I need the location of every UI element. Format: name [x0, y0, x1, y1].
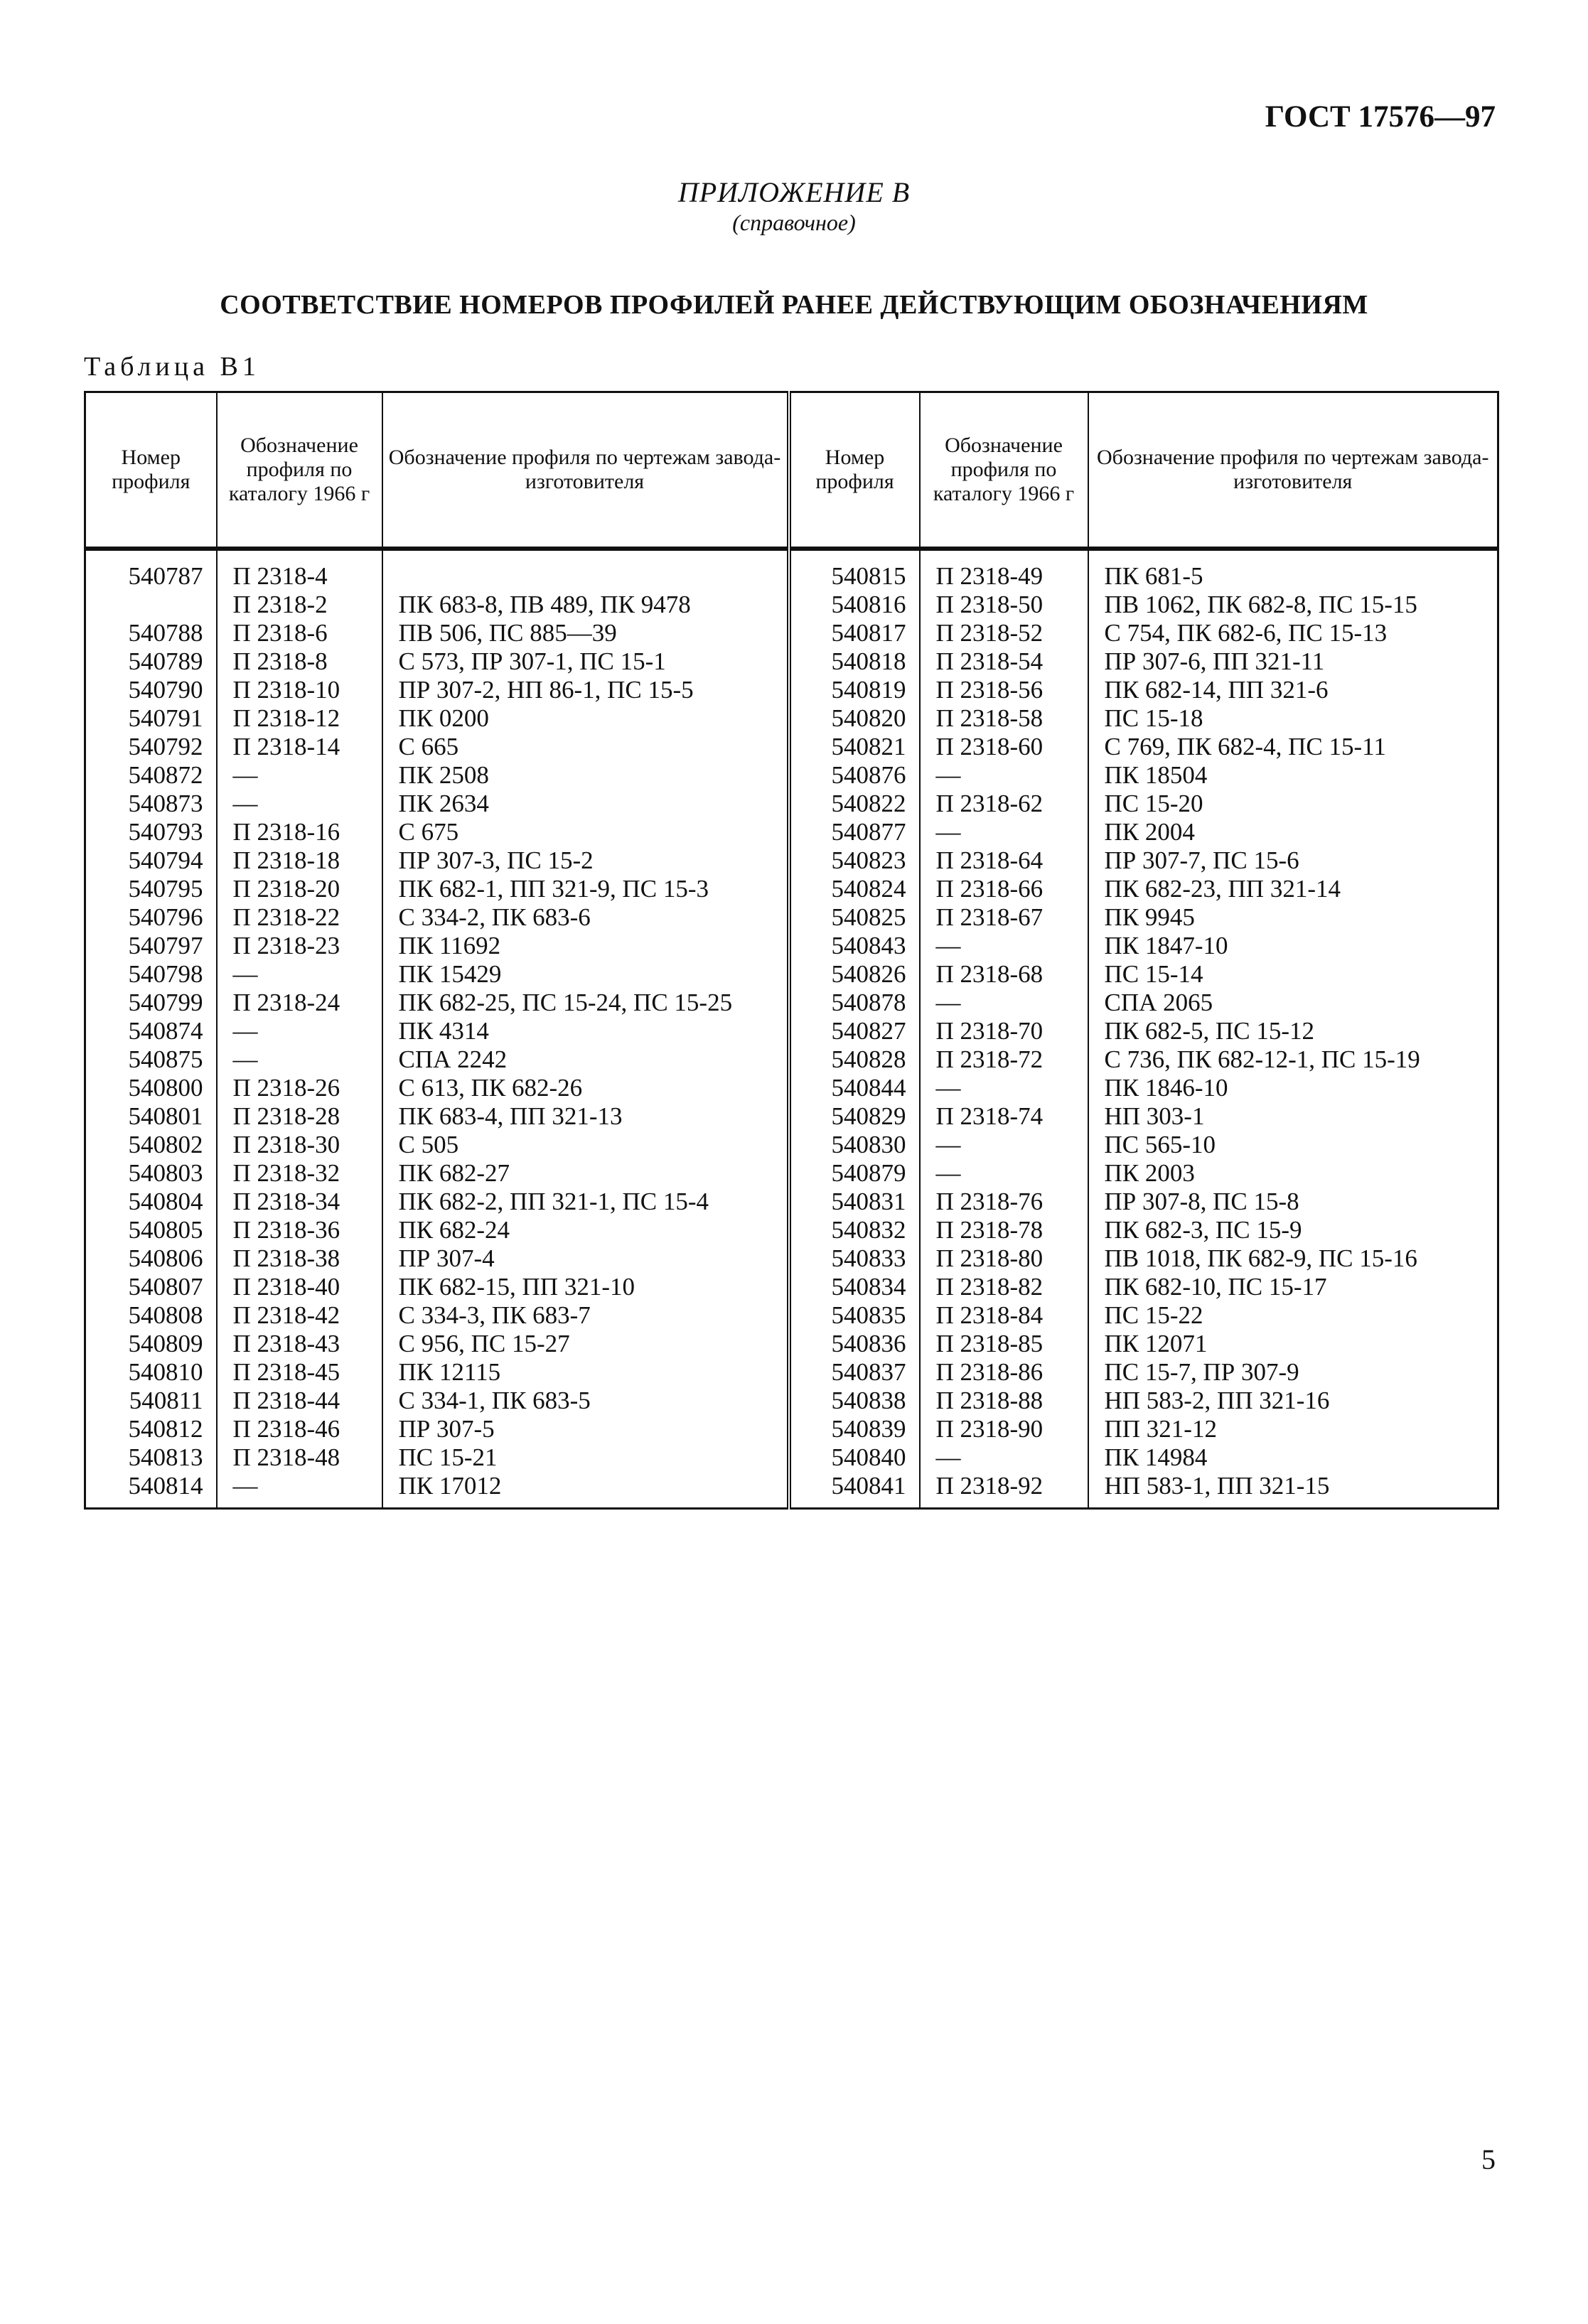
table-row — [85, 1188, 1498, 1216]
drawing-designation-cell: НП 583-1, ПП 321-15 — [1088, 1472, 1498, 1509]
profile-number-cell: 540793 — [85, 818, 217, 846]
catalog-designation-cell: П 2318-34 — [217, 1188, 382, 1216]
drawing-designation-cell: С 754, ПК 682-6, ПС 15-13 — [1088, 619, 1498, 647]
profile-number-cell: 540839 — [789, 1415, 920, 1443]
table-row — [85, 591, 1498, 619]
profile-number-cell: 540824 — [789, 875, 920, 903]
column-header-number: Номер профиля — [85, 392, 217, 549]
profile-number-cell: 540835 — [789, 1301, 920, 1330]
catalog-designation-cell: П 2318-70 — [920, 1017, 1088, 1045]
table-header-row — [85, 392, 1498, 549]
drawing-designation-cell: ПК 18504 — [1088, 761, 1498, 790]
drawing-designation-cell: С 505 — [382, 1131, 789, 1159]
catalog-designation-cell: П 2318-14 — [217, 733, 382, 761]
profile-number-cell: 540796 — [85, 903, 217, 932]
drawing-designation-cell: ПК 683-4, ПП 321-13 — [382, 1102, 789, 1131]
catalog-designation-cell: П 2318-28 — [217, 1102, 382, 1131]
profile-number-cell: 540826 — [789, 960, 920, 989]
drawing-designation-cell: ПК 2508 — [382, 761, 789, 790]
table-row — [85, 1244, 1498, 1273]
drawing-designation-cell: ПК 17012 — [382, 1472, 789, 1509]
catalog-designation-cell: П 2318-4 — [217, 549, 382, 591]
catalog-designation-cell: П 2318-10 — [217, 676, 382, 704]
drawing-designation-cell: С 334-1, ПК 683-5 — [382, 1387, 789, 1415]
catalog-designation-cell: П 2318-44 — [217, 1387, 382, 1415]
catalog-designation-cell: — — [217, 1017, 382, 1045]
table-row — [85, 1301, 1498, 1330]
drawing-designation-cell: С 334-3, ПК 683-7 — [382, 1301, 789, 1330]
profile-number-cell: 540815 — [789, 549, 920, 591]
profile-number-cell: 540840 — [789, 1443, 920, 1472]
drawing-designation-cell: ПК 683-8, ПВ 489, ПК 9478 — [382, 591, 789, 619]
catalog-designation-cell: П 2318-68 — [920, 960, 1088, 989]
table-row — [85, 1074, 1498, 1102]
catalog-designation-cell: — — [920, 1131, 1088, 1159]
catalog-designation-cell: П 2318-48 — [217, 1443, 382, 1472]
drawing-designation-cell: ПК 682-1, ПП 321-9, ПС 15-3 — [382, 875, 789, 903]
profile-number-cell: 540832 — [789, 1216, 920, 1244]
profile-number-cell: 540814 — [85, 1472, 217, 1509]
drawing-designation-cell: ПК 11692 — [382, 932, 789, 960]
profile-number-cell: 540819 — [789, 676, 920, 704]
profile-number-cell: 540879 — [789, 1159, 920, 1188]
drawing-designation-cell: ПК 682-14, ПП 321-6 — [1088, 676, 1498, 704]
table-row — [85, 647, 1498, 676]
catalog-designation-cell: — — [920, 989, 1088, 1017]
drawing-designation-cell: ПК 681-5 — [1088, 549, 1498, 591]
profile-number-cell: 540790 — [85, 676, 217, 704]
catalog-designation-cell: П 2318-60 — [920, 733, 1088, 761]
drawing-designation-cell: ПК 4314 — [382, 1017, 789, 1045]
profile-number-cell: 540821 — [789, 733, 920, 761]
table-row — [85, 1159, 1498, 1188]
catalog-designation-cell: — — [920, 1443, 1088, 1472]
profile-number-cell: 540804 — [85, 1188, 217, 1216]
profile-number-cell: 540806 — [85, 1244, 217, 1273]
profile-number-cell — [85, 591, 217, 619]
profile-number-cell: 540831 — [789, 1188, 920, 1216]
catalog-designation-cell: П 2318-42 — [217, 1301, 382, 1330]
catalog-designation-cell: П 2318-86 — [920, 1358, 1088, 1387]
table-row — [85, 1358, 1498, 1387]
catalog-designation-cell: — — [217, 960, 382, 989]
profile-number-cell: 540792 — [85, 733, 217, 761]
profile-number-cell: 540837 — [789, 1358, 920, 1387]
drawing-designation-cell: ПС 15-14 — [1088, 960, 1498, 989]
catalog-designation-cell: П 2318-24 — [217, 989, 382, 1017]
catalog-designation-cell: П 2318-67 — [920, 903, 1088, 932]
drawing-designation-cell: ПК 682-27 — [382, 1159, 789, 1188]
table-row — [85, 1415, 1498, 1443]
drawing-designation-cell: ПС 15-18 — [1088, 704, 1498, 733]
table-row — [85, 761, 1498, 790]
drawing-designation-cell: СПА 2242 — [382, 1045, 789, 1074]
drawing-designation-cell: ПР 307-6, ПП 321-11 — [1088, 647, 1498, 676]
profile-number-cell: 540875 — [85, 1045, 217, 1074]
profile-number-cell: 540787 — [85, 549, 217, 591]
catalog-designation-cell: П 2318-23 — [217, 932, 382, 960]
profile-number-cell: 540838 — [789, 1387, 920, 1415]
profile-number-cell: 540795 — [85, 875, 217, 903]
drawing-designation-cell: ПК 682-15, ПП 321-10 — [382, 1273, 789, 1301]
catalog-designation-cell: П 2318-50 — [920, 591, 1088, 619]
drawing-designation-cell: ПР 307-4 — [382, 1244, 789, 1273]
appendix-title: ПРИЛОЖЕНИЕ В — [677, 176, 911, 208]
table-row — [85, 1330, 1498, 1358]
catalog-designation-cell: П 2318-45 — [217, 1358, 382, 1387]
profile-number-cell: 540810 — [85, 1358, 217, 1387]
profile-number-cell: 540791 — [85, 704, 217, 733]
catalog-designation-cell: П 2318-58 — [920, 704, 1088, 733]
table-caption: Таблица В1 — [84, 352, 260, 382]
drawing-designation-cell: С 573, ПР 307-1, ПС 15-1 — [382, 647, 789, 676]
catalog-designation-cell: П 2318-56 — [920, 676, 1088, 704]
catalog-designation-cell: П 2318-38 — [217, 1244, 382, 1273]
table-row — [85, 989, 1498, 1017]
profile-number-cell: 540874 — [85, 1017, 217, 1045]
table-row — [85, 704, 1498, 733]
catalog-designation-cell: П 2318-82 — [920, 1273, 1088, 1301]
drawing-designation-cell: ПК 12071 — [1088, 1330, 1498, 1358]
catalog-designation-cell: П 2318-32 — [217, 1159, 382, 1188]
drawing-designation-cell: ПР 307-7, ПС 15-6 — [1088, 846, 1498, 875]
profile-number-cell: 540812 — [85, 1415, 217, 1443]
drawing-designation-cell: ПР 307-5 — [382, 1415, 789, 1443]
table-row — [85, 1102, 1498, 1131]
catalog-designation-cell: П 2318-20 — [217, 875, 382, 903]
catalog-designation-cell: — — [217, 790, 382, 818]
drawing-designation-cell: ПК 9945 — [1088, 903, 1498, 932]
catalog-designation-cell: П 2318-49 — [920, 549, 1088, 591]
drawing-designation-cell: ПК 682-23, ПП 321-14 — [1088, 875, 1498, 903]
profile-number-cell: 540798 — [85, 960, 217, 989]
drawing-designation-cell: ПП 321-12 — [1088, 1415, 1498, 1443]
catalog-designation-cell: П 2318-92 — [920, 1472, 1088, 1509]
catalog-designation-cell: П 2318-78 — [920, 1216, 1088, 1244]
drawing-designation-cell: С 956, ПС 15-27 — [382, 1330, 789, 1358]
drawing-designation-cell: ПК 682-3, ПС 15-9 — [1088, 1216, 1498, 1244]
drawing-designation-cell — [382, 549, 789, 591]
column-header-catalog: Обозначение профиля по каталогу 1966 г — [217, 392, 382, 549]
drawing-designation-cell: ПК 12115 — [382, 1358, 789, 1387]
table-row — [85, 960, 1498, 989]
profile-number-cell: 540828 — [789, 1045, 920, 1074]
catalog-designation-cell: П 2318-88 — [920, 1387, 1088, 1415]
table-row — [85, 846, 1498, 875]
table-row — [85, 1273, 1498, 1301]
catalog-designation-cell: — — [920, 1074, 1088, 1102]
table-row — [85, 1017, 1498, 1045]
catalog-designation-cell: П 2318-16 — [217, 818, 382, 846]
catalog-designation-cell: П 2318-12 — [217, 704, 382, 733]
drawing-designation-cell: ПС 15-7, ПР 307-9 — [1088, 1358, 1498, 1387]
drawing-designation-cell: ПК 682-10, ПС 15-17 — [1088, 1273, 1498, 1301]
profile-number-cell: 540872 — [85, 761, 217, 790]
drawing-designation-cell: ПК 2004 — [1088, 818, 1498, 846]
column-header-drawing: Обозначение профиля по чертежам завода-изготовителя — [382, 392, 789, 549]
drawing-designation-cell: ПВ 1018, ПК 682-9, ПС 15-16 — [1088, 1244, 1498, 1273]
page-number: 5 — [1481, 2143, 1496, 2175]
profile-number-cell: 540802 — [85, 1131, 217, 1159]
drawing-designation-cell: ПВ 506, ПС 885—39 — [382, 619, 789, 647]
profile-number-cell: 540829 — [789, 1102, 920, 1131]
table-row — [85, 1131, 1498, 1159]
drawing-designation-cell: ПС 15-22 — [1088, 1301, 1498, 1330]
drawing-designation-cell: ПК 2003 — [1088, 1159, 1498, 1188]
table-row — [85, 549, 1498, 591]
table-row — [85, 875, 1498, 903]
drawing-designation-cell: С 665 — [382, 733, 789, 761]
drawing-designation-cell: С 613, ПК 682-26 — [382, 1074, 789, 1102]
drawing-designation-cell: С 675 — [382, 818, 789, 846]
profile-number-cell: 540833 — [789, 1244, 920, 1273]
catalog-designation-cell: П 2318-52 — [920, 619, 1088, 647]
table-row — [85, 932, 1498, 960]
profile-number-cell: 540801 — [85, 1102, 217, 1131]
profile-number-cell: 540799 — [85, 989, 217, 1017]
profile-number-cell: 540794 — [85, 846, 217, 875]
drawing-designation-cell: ПС 565-10 — [1088, 1131, 1498, 1159]
profile-number-cell: 540873 — [85, 790, 217, 818]
catalog-designation-cell: П 2318-36 — [217, 1216, 382, 1244]
section-heading: СООТВЕТСТВИЕ НОМЕРОВ ПРОФИЛЕЙ РАНЕЕ ДЕЙСТВУЮЩИМ ОБОЗНАЧЕНИЯМ — [220, 290, 1368, 320]
document-code: ГОСТ 17576—97 — [1265, 100, 1496, 134]
table-row — [85, 790, 1498, 818]
catalog-designation-cell: П 2318-74 — [920, 1102, 1088, 1131]
column-header-number: Номер профиля — [789, 392, 920, 549]
profile-number-cell: 540843 — [789, 932, 920, 960]
catalog-designation-cell: П 2318-64 — [920, 846, 1088, 875]
catalog-designation-cell: П 2318-54 — [920, 647, 1088, 676]
catalog-designation-cell: П 2318-40 — [217, 1273, 382, 1301]
profile-number-cell: 540876 — [789, 761, 920, 790]
profile-number-cell: 540825 — [789, 903, 920, 932]
profile-number-cell: 540836 — [789, 1330, 920, 1358]
table-row — [85, 1387, 1498, 1415]
catalog-designation-cell: П 2318-90 — [920, 1415, 1088, 1443]
drawing-designation-cell: С 769, ПК 682-4, ПС 15-11 — [1088, 733, 1498, 761]
drawing-designation-cell: ПК 15429 — [382, 960, 789, 989]
drawing-designation-cell: ПК 682-24 — [382, 1216, 789, 1244]
profile-number-cell: 540803 — [85, 1159, 217, 1188]
table-row — [85, 1216, 1498, 1244]
catalog-designation-cell: П 2318-84 — [920, 1301, 1088, 1330]
catalog-designation-cell: П 2318-46 — [217, 1415, 382, 1443]
catalog-designation-cell: — — [217, 1472, 382, 1509]
catalog-designation-cell: П 2318-22 — [217, 903, 382, 932]
table-row — [85, 903, 1498, 932]
catalog-designation-cell: П 2318-43 — [217, 1330, 382, 1358]
profile-number-cell: 540841 — [789, 1472, 920, 1509]
profile-number-cell: 540797 — [85, 932, 217, 960]
profile-number-cell: 540817 — [789, 619, 920, 647]
column-header-drawing: Обозначение профиля по чертежам завода-изготовителя — [1088, 392, 1498, 549]
profile-number-cell: 540844 — [789, 1074, 920, 1102]
drawing-designation-cell: ПК 1847-10 — [1088, 932, 1498, 960]
catalog-designation-cell: П 2318-66 — [920, 875, 1088, 903]
profile-number-cell: 540878 — [789, 989, 920, 1017]
drawing-designation-cell: ПК 682-5, ПС 15-12 — [1088, 1017, 1498, 1045]
drawing-designation-cell: НП 303-1 — [1088, 1102, 1498, 1131]
catalog-designation-cell: — — [920, 1159, 1088, 1188]
correspondence-table-container — [84, 391, 1497, 1510]
profile-number-cell: 540820 — [789, 704, 920, 733]
drawing-designation-cell: СПА 2065 — [1088, 989, 1498, 1017]
appendix-note: (справочное) — [732, 210, 856, 235]
catalog-designation-cell: П 2318-80 — [920, 1244, 1088, 1273]
drawing-designation-cell: ПК 682-2, ПП 321-1, ПС 15-4 — [382, 1188, 789, 1216]
drawing-designation-cell: ПК 682-25, ПС 15-24, ПС 15-25 — [382, 989, 789, 1017]
profile-number-cell: 540809 — [85, 1330, 217, 1358]
profile-number-cell: 540800 — [85, 1074, 217, 1102]
table-row — [85, 818, 1498, 846]
profile-number-cell: 540807 — [85, 1273, 217, 1301]
table-row — [85, 1045, 1498, 1074]
catalog-designation-cell: П 2318-26 — [217, 1074, 382, 1102]
column-header-catalog: Обозначение профиля по каталогу 1966 г — [920, 392, 1088, 549]
catalog-designation-cell: П 2318-18 — [217, 846, 382, 875]
drawing-designation-cell: ПК 14984 — [1088, 1443, 1498, 1472]
profile-number-cell: 540822 — [789, 790, 920, 818]
catalog-designation-cell: — — [217, 761, 382, 790]
drawing-designation-cell: ПС 15-20 — [1088, 790, 1498, 818]
drawing-designation-cell: ПК 0200 — [382, 704, 789, 733]
drawing-designation-cell: С 736, ПК 682-12-1, ПС 15-19 — [1088, 1045, 1498, 1074]
profile-number-cell: 540805 — [85, 1216, 217, 1244]
profile-number-cell: 540834 — [789, 1273, 920, 1301]
table-row — [85, 619, 1498, 647]
catalog-designation-cell: П 2318-8 — [217, 647, 382, 676]
catalog-designation-cell: — — [920, 818, 1088, 846]
drawing-designation-cell: ПК 2634 — [382, 790, 789, 818]
drawing-designation-cell: ПР 307-2, НП 86-1, ПС 15-5 — [382, 676, 789, 704]
profile-number-cell: 540808 — [85, 1301, 217, 1330]
catalog-designation-cell: П 2318-85 — [920, 1330, 1088, 1358]
correspondence-table — [84, 391, 1499, 1510]
drawing-designation-cell: С 334-2, ПК 683-6 — [382, 903, 789, 932]
profile-number-cell: 540877 — [789, 818, 920, 846]
drawing-designation-cell: ПС 15-21 — [382, 1443, 789, 1472]
catalog-designation-cell: П 2318-76 — [920, 1188, 1088, 1216]
drawing-designation-cell: ПР 307-8, ПС 15-8 — [1088, 1188, 1498, 1216]
catalog-designation-cell: П 2318-62 — [920, 790, 1088, 818]
profile-number-cell: 540830 — [789, 1131, 920, 1159]
table-row — [85, 1443, 1498, 1472]
profile-number-cell: 540813 — [85, 1443, 217, 1472]
drawing-designation-cell: НП 583-2, ПП 321-16 — [1088, 1387, 1498, 1415]
catalog-designation-cell: — — [920, 761, 1088, 790]
table-row — [85, 733, 1498, 761]
drawing-designation-cell: ПР 307-3, ПС 15-2 — [382, 846, 789, 875]
profile-number-cell: 540818 — [789, 647, 920, 676]
catalog-designation-cell: П 2318-72 — [920, 1045, 1088, 1074]
profile-number-cell: 540789 — [85, 647, 217, 676]
profile-number-cell: 540816 — [789, 591, 920, 619]
profile-number-cell: 540811 — [85, 1387, 217, 1415]
drawing-designation-cell: ПК 1846-10 — [1088, 1074, 1498, 1102]
catalog-designation-cell: П 2318-2 — [217, 591, 382, 619]
catalog-designation-cell: — — [217, 1045, 382, 1074]
catalog-designation-cell: — — [920, 932, 1088, 960]
profile-number-cell: 540823 — [789, 846, 920, 875]
table-row — [85, 1472, 1498, 1509]
drawing-designation-cell: ПВ 1062, ПК 682-8, ПС 15-15 — [1088, 591, 1498, 619]
profile-number-cell: 540788 — [85, 619, 217, 647]
profile-number-cell: 540827 — [789, 1017, 920, 1045]
table-row — [85, 676, 1498, 704]
table-body — [85, 549, 1498, 1509]
catalog-designation-cell: П 2318-6 — [217, 619, 382, 647]
catalog-designation-cell: П 2318-30 — [217, 1131, 382, 1159]
